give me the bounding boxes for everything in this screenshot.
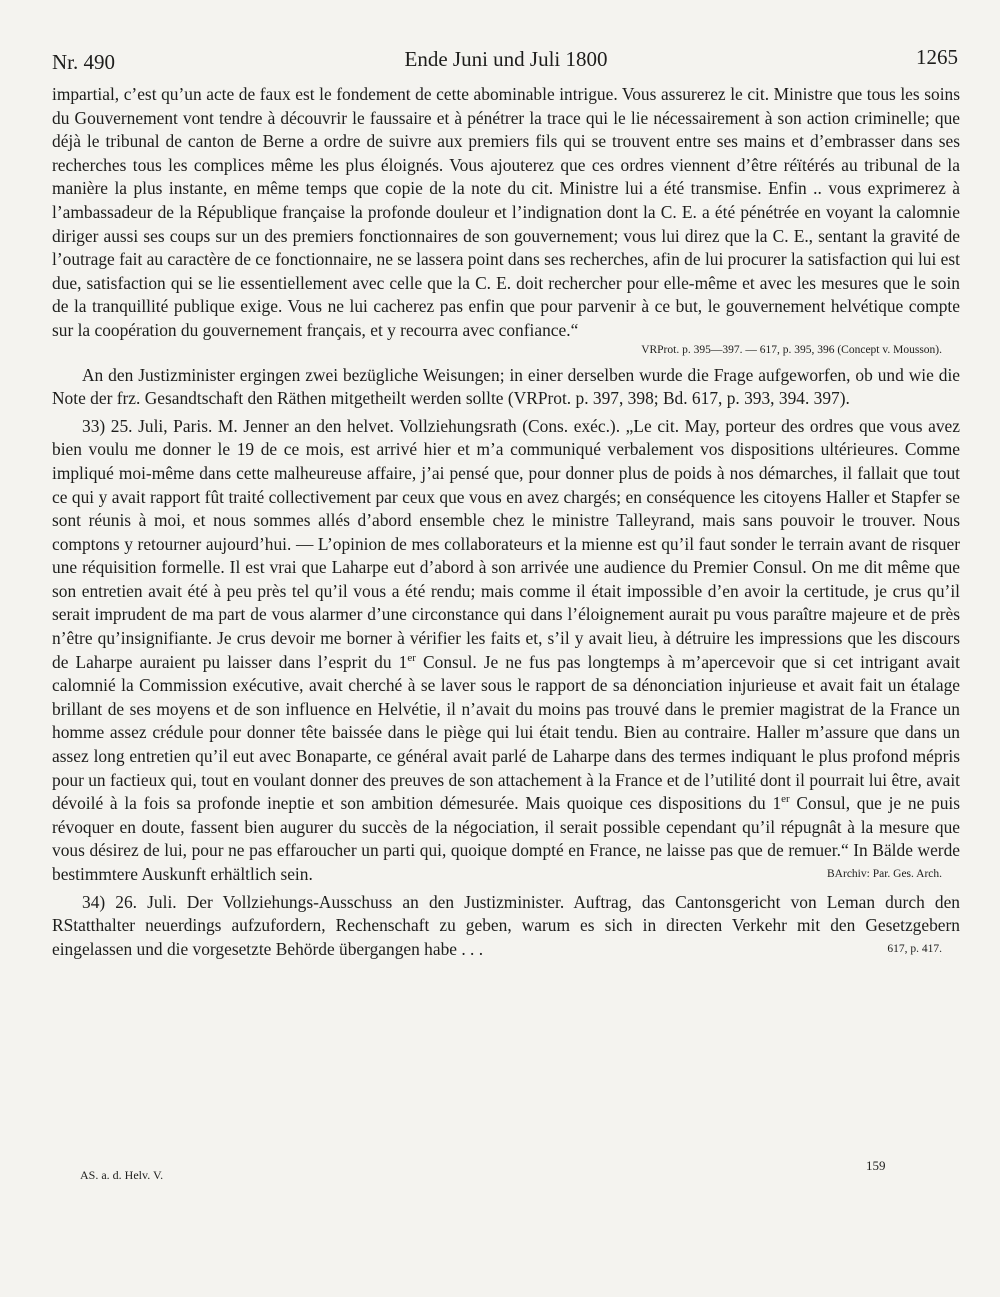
source-reference: VRProt. p. 395—397. — 617, p. 395, 396 (Concept v. Mousson).: [641, 343, 942, 356]
superscript-er: er: [407, 651, 416, 664]
paragraph-letter-continuation: impartial, c’est qu’un acte de faux est le fondement de cette abominable intrigue. Vous assurerez le cit. Ministre que tous les soins du Gouvernement vont tendre à découvrir le faussaire et à pénétrer la trace qui le lie nécessairement à son action criminelle; que déjà le tribunal de canton de Berne a ordre de suivre aux premiers fils qui se trouvent entre ses mains et d’embrasser dans ses recherches tous les complices même les plus éloignés. Vous ajouterez que ces ordres viennent d’être réïtérés au tribunal de la manière la plus instante, en même temps que copie de la note du cit. Ministre lui a été transmise. Enfin .. vous exprimerez à l’ambassadeur de la République française la profonde douleur et l’indignation dont la C. E. a été pénétrée en voyant la calomnie diriger aussi ses coups sur un des premiers fonctionnaires de son gouvernement; vous lui direz que la C. E., sentant la gravité de l’outrage fait au caractère de ce fonctionnaire, ne se lassera point dans ses recherches, afin de lui procurer la satisfaction qui lui est due, satisfaction qui se lie essentiellement avec celle que la C. E. doit rechercher pour elle-même et avec les mesures que le soin de la tranquillité publique exige. Vous ne lui cacherez pas enfin que pour parvenir à ce but, le gouvernement helvétique compte sur la coopération du gouvernement français, et y recourra avec confiance.“: [52, 84, 960, 340]
document-number: Nr. 490: [52, 50, 115, 74]
page-number: 1265: [916, 45, 958, 69]
source-reference: BArchiv: Par. Ges. Arch.: [827, 868, 942, 880]
entry-34-text: 34) 26. Juli. Der Vollziehungs-Ausschuss an den Justizminister. Auftrag, das Cantonsgericht von Leman durch den RStatthalter neuerdings aufzufordern, Rechenschaft zu geben, warum es sich in directen Verkehr mit den Gesetzgebern eingelassen und die vorgesetzte Behörde übergangen habe . . .: [52, 891, 960, 959]
entry-33-text-b: Consul. Je ne fus pas longtemps à m’apercevoir que si cet intrigant avait calomnié la Commission exécutive, avait cherché à se laver sous le rapport de sa dénonciation injurieuse et avait fait un étalage brillant de ses moyens et de son influence en Helvétie, il n’avait du moins pas trouvé dans le premier magistrat de la France un homme assez crédule pour donner tête baissée dans le piège qui lui était tendu. Bien au contraire. Haller m’assure que dans un assez long entretien qu’il eut avec Bonaparte, ce général avait parlé de Laharpe dans des termes indiquant le plus profond mépris pour un factieux qui, tout en voulant donner des preuves de son attachement à la France et de l’utilité dont il pourrait lui être, avait dévoilé à la fois sa profonde ineptie et son ambition démesurée. Mais quoique ces dispositions du 1: [52, 651, 960, 814]
entry-33-text-a: 33) 25. Juli, Paris. M. Jenner an den helvet. Vollziehungsrath (Cons. exéc.). „Le cit. May, porteur des ordres que vous avez bien voulu me donner le 19 de ce mois, est arrivé hier et m’a communiqué verbalement vos dispositions ultérieures. Comme impliqué moi-même dans cette malheureuse affaire, j’ai pensé que, pour donner plus de poids à nos démarches, il fallait que tout ce qui y avait rapport fût traité collectivement par ceux que vous en avez chargés; en conséquence les citoyens Haller et Stapfer se sont réunis à moi, et nous sommes allés d’abord ensemble chez le ministre Talleyrand, mais sans pouvoir le trouver. Nous comptons y retourner aujourd’hui. — L’opinion de mes collaborateurs et la mienne est qu’il faut sonder le terrain avant de risquer une réquisition formelle. Il est vrai que Laharpe eut d’abord à son arrivée une audience du Premier Consul. On me dit même que son entretien avait été à peu près tel qu’il vous a été rendu; mais comme il était impossible d’en avoir la certitude, je crus qu’il serait imprudent de ma part de vous alarmer d’une circonstance qui dans l’éloignement aurait pu vous paraître majeure et de près n’être qu’insignifiante. Je crus devoir me borner à vérifier les faits et, s’il y avait lieu, à détruire les impressions que les discours de Laharpe auraient pu laisser dans l’esprit du 1: [52, 415, 960, 672]
superscript-er: er: [781, 793, 790, 806]
running-title: Ende Juni und Juli 1800: [404, 47, 608, 71]
page-header: [52, 40, 960, 80]
footer-sheet-number: 159: [866, 1158, 886, 1173]
document-body: [52, 83, 960, 961]
paragraph-justizminister-weisungen: An den Justizminister ergingen zwei bezügliche Weisungen; in einer derselben wurde die Frage aufgeworfen, ob und wie die Note der frz. Gesandtschaft den Räthen mitgetheilt werden sollte (VRProt. p. 397, 398; Bd. 617, p. 393, 394. 397).: [52, 364, 960, 409]
source-reference: 617, p. 417.: [887, 942, 942, 955]
paragraph-entry-34: [52, 891, 960, 962]
entry-33-text-c: Consul, que je ne puis révoquer en doute, fassent bien augurer du succès de la négociation, il serait possible cependant qu’il répugnât à la mesure que vous désirez de lui, pour ne pas effaroucher un parti qui, quoique dompté en France, ne laisse pas que de remuer.“ In Bälde werde bestimmtere Auskunft erhältlich sein.: [52, 793, 960, 884]
footer-signature: AS. a. d. Helv. V.: [80, 1168, 164, 1182]
paragraph-entry-33: [52, 415, 960, 887]
